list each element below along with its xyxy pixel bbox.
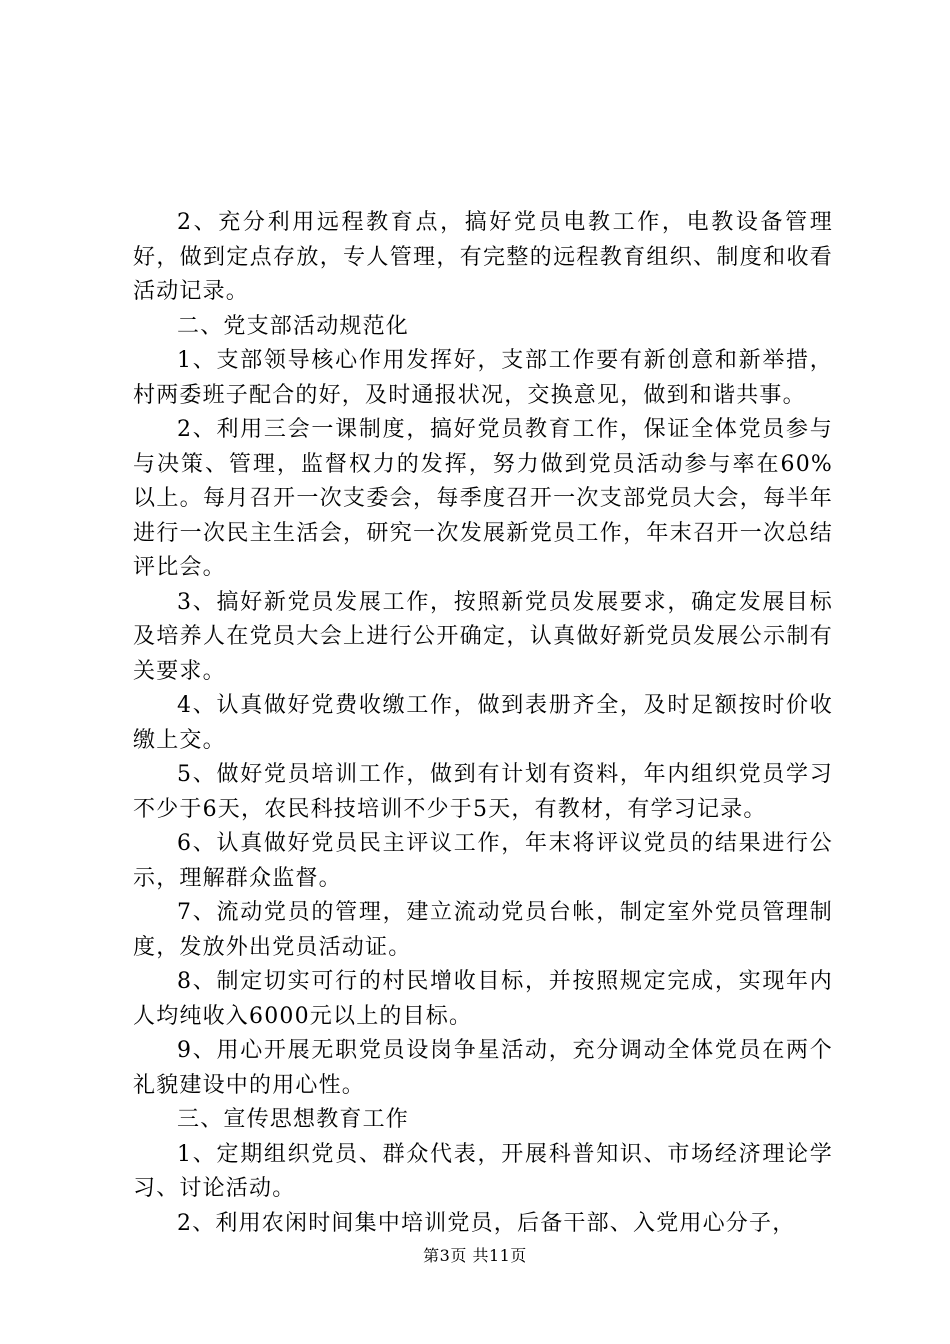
paragraph-1-branch-leadership: 1、支部领导核心作用发挥好，支部工作要有新创意和新举措，村两委班子配合的好，及时通报状况，交换意见，做到和谐共事。 (133, 348, 833, 408)
paragraph-2-slack-season-training: 2、利用农闲时间集中培训党员，后备干部、入党用心分子， (177, 1210, 796, 1236)
paragraph-1-study-activities: 1、定期组织党员、群众代表，开展科普知识、市场经济理论学习、讨论活动。 (133, 1141, 833, 1201)
paragraph-3-new-members: 3、搞好新党员发展工作，按照新党员发展要求，确定发展目标及培养人在党员大会上进行公开确定，认真做好新党员发展公示制有关要求。 (133, 589, 833, 684)
page-number-footer: 第3页 共11页 (423, 1246, 527, 1265)
paragraph-4-dues: 4、认真做好党费收缴工作，做到表册齐全，及时足额按时价收缴上交。 (133, 693, 833, 753)
section-heading-propaganda: 三、宣传思想教育工作 (177, 1107, 410, 1132)
paragraph-6-evaluation: 6、认真做好党员民主评议工作，年末将评议党员的结果进行公示，理解群众监督。 (133, 831, 833, 891)
paragraph-9-star-activity: 9、用心开展无职党员设岗争星活动，充分调动全体党员在两个礼貌建设中的用心性。 (133, 1038, 833, 1098)
paragraph-2-remote-education: 2、充分利用远程教育点，搞好党员电教工作，电教设备管理好，做到定点存放，专人管理，有完整的远程教育组织、制度和收看活动记录。 (133, 210, 833, 304)
paragraph-7-mobile-members: 7、流动党员的管理，建立流动党员台帐，制定室外党员管理制度，发放外出党员活动证。 (133, 900, 833, 960)
paragraph-5-training: 5、做好党员培训工作，做到有计划有资料，年内组织党员学习不少于6天，农民科技培训不少于5天，有教材，有学习记录。 (133, 762, 833, 822)
paragraph-8-income-goal: 8、制定切实可行的村民增收目标，并按照规定完成，实现年内人均纯收入6000元以上的目标。 (133, 969, 833, 1029)
paragraph-2-three-meetings: 2、利用三会一课制度，搞好党员教育工作，保证全体党员参与与决策、管理，监督权力的发挥，努力做到党员活动参与率在60%以上。每月召开一次支委会，每季度召开一次支部党员大会，每半年进行一次民主生活会，研究一次发展新党员工作，年末召开一次总结评比会。 (133, 417, 833, 580)
section-heading-party-branch: 二、党支部活动规范化 (177, 313, 410, 339)
document-body (133, 206, 833, 1241)
